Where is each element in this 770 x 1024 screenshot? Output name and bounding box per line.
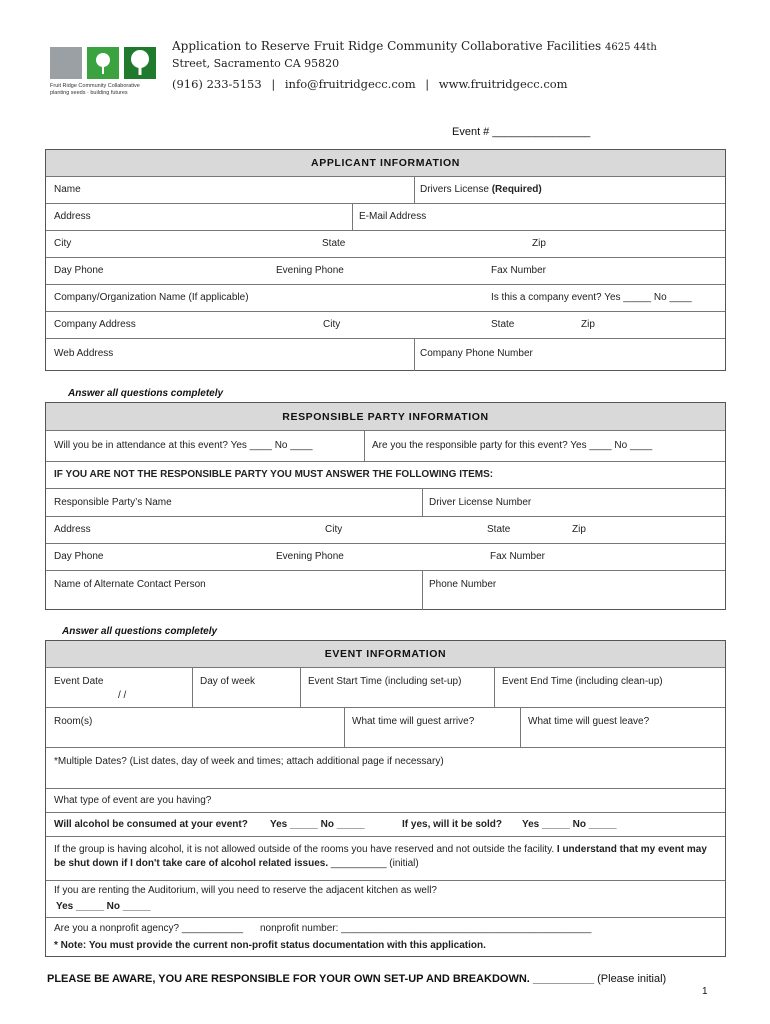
event-row-kitchen bbox=[46, 881, 725, 918]
phone-text: (916) 233-5153 bbox=[172, 77, 262, 91]
applicant-row-city bbox=[46, 231, 725, 258]
responsible-row-warning bbox=[46, 462, 725, 489]
sold-yes-no[interactable]: Yes _____ No _____ bbox=[522, 819, 617, 830]
city-field[interactable]: City bbox=[54, 238, 72, 249]
multiple-dates-field[interactable]: *Multiple Dates? (List dates, day of week and times; attach additional page if necessary) bbox=[54, 756, 444, 767]
responsible-row-name bbox=[46, 489, 725, 517]
event-row-nonprofit bbox=[46, 918, 725, 957]
page-number: 1 bbox=[702, 986, 708, 997]
responsible-evening-phone-field[interactable]: Evening Phone bbox=[276, 551, 344, 562]
nonprofit-question[interactable]: Are you a nonprofit agency? ___________ bbox=[54, 923, 244, 934]
alternate-contact-field[interactable]: Name of Alternate Contact Person bbox=[54, 579, 206, 590]
applicant-row-company-address bbox=[46, 312, 725, 339]
guest-leave-field[interactable]: What time will guest leave? bbox=[528, 716, 650, 727]
not-responsible-warning: IF YOU ARE NOT THE RESPONSIBLE PARTY YOU MUST ANSWER THE FOLLOWING ITEMS: bbox=[54, 469, 494, 480]
company-event-question[interactable]: Is this a company event? Yes _____ No ____ bbox=[491, 292, 692, 303]
alcohol-initial-field[interactable]: __________ (initial) bbox=[330, 858, 419, 869]
website-link[interactable]: www.fruitridgecc.com bbox=[438, 77, 568, 91]
alcohol-note-bold-1: I understand that my event may bbox=[556, 844, 707, 855]
logo-big-tree-icon bbox=[124, 47, 156, 79]
company-name-field[interactable]: Company/Organization Name (If applicable) bbox=[54, 292, 249, 303]
company-address-field[interactable]: Company Address bbox=[54, 319, 136, 330]
fax-field[interactable]: Fax Number bbox=[491, 265, 547, 276]
state-field[interactable]: State bbox=[322, 238, 346, 249]
day-phone-field[interactable]: Day Phone bbox=[54, 265, 104, 276]
end-time-field[interactable]: Event End Time (including clean-up) bbox=[502, 676, 663, 687]
logo-gray-icon bbox=[50, 47, 82, 79]
name-field[interactable]: Name bbox=[54, 184, 81, 195]
event-date-slashes: / / bbox=[118, 690, 127, 701]
logo-tree-icon bbox=[87, 47, 119, 79]
responsible-row-address bbox=[46, 517, 725, 544]
instruction-note-1: Answer all questions completely bbox=[68, 388, 224, 399]
applicant-row-web bbox=[46, 339, 725, 371]
alcohol-note-text: If the group is having alcohol, it is not allowed outside of the rooms you have reserved and not outside the facility. bbox=[54, 844, 555, 855]
page-title: Application to Reserve Fruit Ridge Community Collaborative Facilities bbox=[172, 39, 602, 53]
responsible-party-question[interactable]: Are you the responsible party for this event? Yes ____ No ____ bbox=[372, 440, 653, 451]
responsible-day-phone-field[interactable]: Day Phone bbox=[54, 551, 104, 562]
alcohol-note-line2 bbox=[54, 858, 419, 869]
drivers-license-label: Drivers License bbox=[420, 184, 489, 195]
email-link[interactable]: info@fruitridgecc.com bbox=[284, 77, 416, 91]
logo-caption-line1: Fruit Ridge Community Collaborative bbox=[50, 83, 140, 89]
event-row-alcohol-note bbox=[46, 837, 725, 881]
applicant-row-phone bbox=[46, 258, 725, 285]
kitchen-question: If you are renting the Auditorium, will you need to reserve the adjacent kitchen as well? bbox=[54, 885, 437, 896]
event-row-alcohol bbox=[46, 813, 725, 837]
responsible-state-field[interactable]: State bbox=[487, 524, 511, 535]
start-time-field[interactable]: Event Start Time (including set-up) bbox=[308, 676, 462, 687]
evening-phone-field[interactable]: Evening Phone bbox=[276, 265, 344, 276]
rooms-field[interactable]: Room(s) bbox=[54, 716, 93, 727]
applicant-section-title: APPLICANT INFORMATION bbox=[46, 150, 725, 177]
event-row-date bbox=[46, 668, 725, 708]
contact-line: (916) 233-5153 | info@fruitridgecc.com | www.fruitridgecc.com bbox=[172, 77, 568, 91]
responsible-row-alternate bbox=[46, 571, 725, 610]
event-number[interactable]: Event # ________________ bbox=[452, 126, 591, 138]
event-type-field[interactable]: What type of event are you having? bbox=[54, 795, 212, 806]
nonprofit-number-field[interactable]: nonprofit number: _____________________________________________ bbox=[260, 923, 592, 934]
alcohol-note-line1 bbox=[54, 844, 707, 855]
required-label: (Required) bbox=[491, 184, 542, 195]
applicant-row-address bbox=[46, 204, 725, 231]
day-of-week-field[interactable]: Day of week bbox=[200, 676, 256, 687]
alternate-phone-field[interactable]: Phone Number bbox=[429, 579, 497, 590]
guest-arrive-field[interactable]: What time will guest arrive? bbox=[352, 716, 475, 727]
address-field[interactable]: Address bbox=[54, 211, 91, 222]
responsible-zip-field[interactable]: Zip bbox=[572, 524, 586, 535]
applicant-row-company bbox=[46, 285, 725, 312]
kitchen-yes-no[interactable]: Yes _____ No _____ bbox=[56, 901, 151, 912]
alcohol-question: Will alcohol be consumed at your event? bbox=[54, 819, 248, 830]
logo-caption bbox=[50, 83, 140, 97]
event-row-multiple-dates bbox=[46, 748, 725, 789]
company-phone-field[interactable]: Company Phone Number bbox=[420, 348, 533, 359]
applicant-section bbox=[45, 149, 726, 371]
responsible-row-attendance bbox=[46, 431, 725, 462]
web-address-field[interactable]: Web Address bbox=[54, 348, 114, 359]
responsible-section-title: RESPONSIBLE PARTY INFORMATION bbox=[46, 403, 725, 431]
aware-line bbox=[47, 973, 666, 985]
event-date-field[interactable]: Event Date bbox=[54, 676, 104, 687]
event-row-rooms bbox=[46, 708, 725, 748]
company-state-field[interactable]: State bbox=[491, 319, 515, 330]
responsible-section bbox=[45, 402, 726, 610]
address-part1: 4625 44th bbox=[605, 42, 657, 53]
company-zip-field[interactable]: Zip bbox=[581, 319, 595, 330]
instruction-note-2: Answer all questions completely bbox=[62, 626, 218, 637]
logo bbox=[50, 47, 158, 102]
responsible-row-phone bbox=[46, 544, 725, 571]
title-line bbox=[172, 39, 657, 53]
aware-text[interactable]: PLEASE BE AWARE, YOU ARE RESPONSIBLE FOR YOUR OWN SET-UP AND BREAKDOWN. __________ bbox=[47, 973, 595, 985]
attendance-question[interactable]: Will you be in attendance at this event? Yes ____ No ____ bbox=[54, 440, 313, 451]
alcohol-yes-no[interactable]: Yes _____ No _____ bbox=[270, 819, 365, 830]
responsible-address-field[interactable]: Address bbox=[54, 524, 91, 535]
applicant-row-name bbox=[46, 177, 725, 204]
driver-license-field[interactable]: Driver License Number bbox=[429, 497, 532, 508]
logo-caption-line2: planting seeds · building futures bbox=[50, 90, 128, 96]
responsible-name-field[interactable]: Responsible Party’s Name bbox=[54, 497, 172, 508]
event-section-title: EVENT INFORMATION bbox=[46, 641, 725, 668]
zip-field[interactable]: Zip bbox=[532, 238, 546, 249]
event-section bbox=[45, 640, 726, 957]
please-initial-label: (Please initial) bbox=[597, 973, 667, 985]
responsible-city-field[interactable]: City bbox=[325, 524, 343, 535]
address-line: Street, Sacramento CA 95820 bbox=[172, 57, 340, 70]
responsible-fax-field[interactable]: Fax Number bbox=[490, 551, 546, 562]
company-city-field[interactable]: City bbox=[323, 319, 341, 330]
drivers-license-field[interactable] bbox=[420, 184, 542, 195]
alcohol-note-bold-2: be shut down if I don't take care of alcohol related issues. bbox=[54, 858, 329, 869]
email-address-field[interactable]: E-Mail Address bbox=[359, 211, 427, 222]
sold-question: If yes, will it be sold? bbox=[402, 819, 503, 830]
event-row-type bbox=[46, 789, 725, 813]
nonprofit-note: * Note: You must provide the current non-profit status documentation with this application. bbox=[54, 940, 486, 951]
